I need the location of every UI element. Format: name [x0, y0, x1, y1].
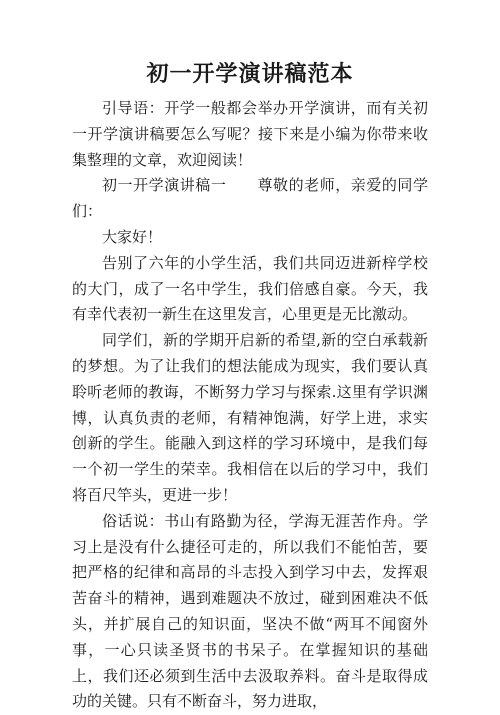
paragraph-speech-heading: 初一开学演讲稿一 尊敬的老师，亲爱的同学们：: [72, 176, 428, 221]
paragraph-new-semester: 同学们，新的学期开启新的希望,新的空白承载新的梦想。为了让我们的想法能成为现实，我们要认真聆听老师的教诲，不断努力学习与探索.这里有学识渊博，认真负责的老师，有精神饱满，好学上进，求实创新的学生。能融入到这样的学习环境中，是我们每一个初一学生的荣幸。我相信在以后的学习中，我们将百尺竿头，更进一步！: [72, 331, 428, 504]
paragraph-greeting: 大家好！: [102, 227, 163, 246]
document-title: 初一开学演讲稿范本: [146, 61, 354, 87]
paragraph-farewell-primary: 告别了六年的小学生活，我们共同迈进新梓学校的大门，成了一名中学生，我们倍感自豪。今天，我有幸代表初一新生在这里发言，心里更是无比激动。: [72, 253, 428, 324]
paragraph-saying: 俗话说：书山有路勤为径，学海无涯苦作舟。学习上是没有什么捷径可走的，所以我们不能怕苦，要把严格的纪律和高昂的斗志投入到学习中去，发挥艰苦奋斗的精神，遇到难题决不放过，碰到困难决不低头，并扩展自己的知识面，坚决不做“两耳不闻窗外事，一心只读圣贤书的书呆子。在掌握知识的基础上，我们还必须到生活中去汲取养料。奋斗是取得成功的关键。只有不断奋斗，努力进取，: [72, 511, 428, 711]
paragraph-intro: 引导语：开学一般都会举办开学演讲，而有关初一开学演讲稿要怎么写呢？接下来是小编为你带来收集整理的文章，欢迎阅读！: [72, 99, 428, 169]
document-body: [72, 96, 428, 715]
